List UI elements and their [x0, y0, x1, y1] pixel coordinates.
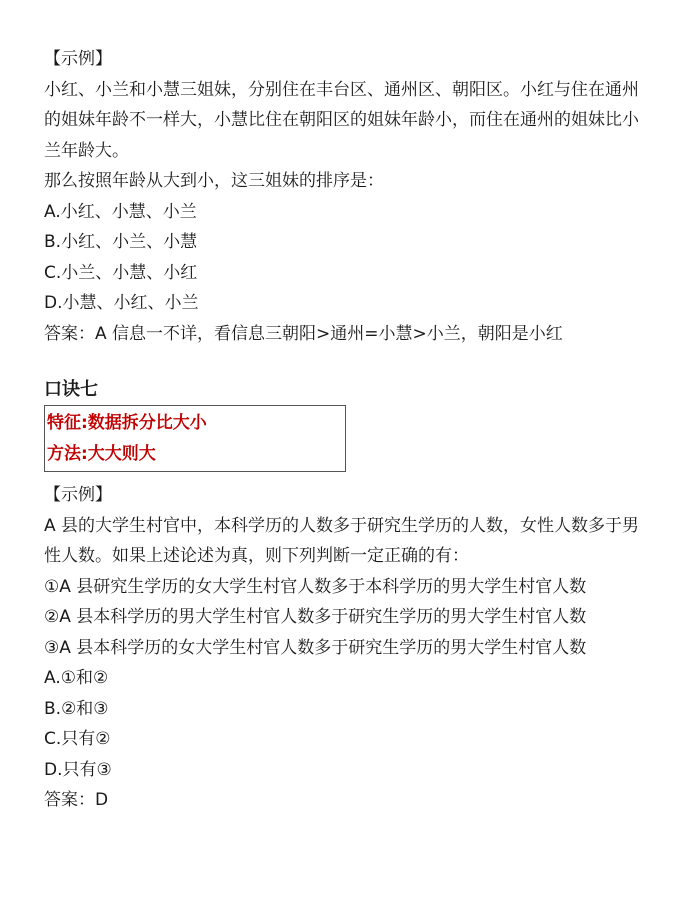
answer-text: 答案：A 信息一不详，看信息三朝阳>通州=小慧>小兰，朝阳是小红 [44, 323, 563, 344]
option-d: D.只有③ [44, 759, 112, 780]
option-a: A.小红、小慧、小兰 [44, 201, 197, 222]
tip-method: 方法:大大则大 [47, 443, 156, 464]
statement-1: ①A 县研究生学历的女大学生村官人数多于本科学历的男大学生村官人数 [44, 576, 587, 597]
option-a: A.①和② [44, 668, 109, 688]
answer-text: 答案：D [44, 790, 109, 810]
option-d: D.小慧、小红、小兰 [44, 293, 199, 313]
example-tag: 【示例】 [44, 485, 112, 505]
tip-box [44, 405, 346, 472]
statement-2: ②A 县本科学历的男大学生村官人数多于研究生学历的男大学生村官人数 [44, 607, 587, 627]
document-page [44, 44, 654, 816]
tip-feature: 特征:数据拆分比大小 [47, 413, 207, 433]
question-text: 小红、小兰和小慧三姐妹，分别住在丰台区、通州区、朝阳区。小红与住在通州的姐妹年龄不一样大，小慧比住在朝阳区的姐妹年龄小，而住在通州的姐妹比小兰年龄大。 [44, 79, 639, 161]
question-ask: 那么按照年龄从大到小，这三姐妹的排序是： [44, 171, 384, 191]
statement-3: ③A 县本科学历的女大学生村官人数多于研究生学历的男大学生村官人数 [44, 637, 587, 658]
question-text: A 县的大学生村官中，本科学历的人数多于研究生学历的人数，女性人数多于男性人数。如果上述论述为真，则下列判断一定正确的有： [44, 515, 640, 566]
option-b: B.小红、小兰、小慧 [44, 232, 198, 252]
option-c: C.小兰、小慧、小红 [44, 262, 198, 283]
example-tag: 【示例】 [44, 49, 112, 69]
section-title: 口诀七 [44, 379, 98, 400]
option-c: C.只有② [44, 729, 111, 749]
option-b: B.②和③ [44, 698, 109, 719]
